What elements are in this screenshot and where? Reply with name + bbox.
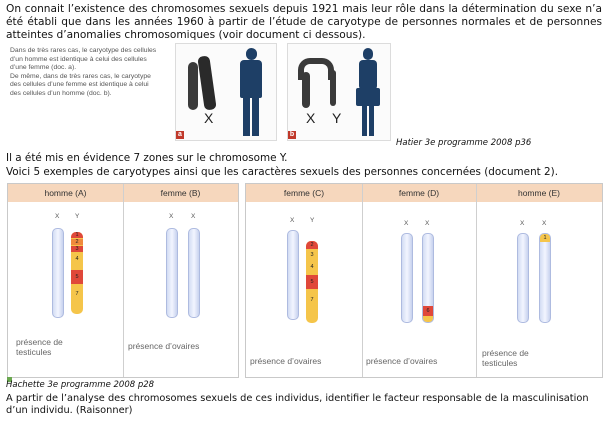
chromosome-image-a1 bbox=[188, 62, 198, 110]
karyotype-section-left bbox=[7, 183, 239, 378]
label-x2-b: X bbox=[191, 213, 196, 220]
chromosome-y-c bbox=[306, 241, 318, 323]
panel-b bbox=[287, 43, 391, 141]
label-y-c: Y bbox=[310, 217, 315, 224]
zone-c-3: 3 bbox=[306, 250, 318, 260]
chromosome-x-c bbox=[287, 230, 299, 320]
label-y-b: Y bbox=[332, 110, 342, 126]
label-x1-e: X bbox=[520, 220, 525, 227]
zone-d-6: 6 bbox=[423, 306, 433, 316]
chromosome-image-a2 bbox=[197, 55, 216, 110]
result-b: présence d’ovaires bbox=[128, 341, 200, 351]
karyotype-title-b: femme (B) bbox=[160, 188, 201, 198]
zone-a-5: 5 bbox=[71, 270, 83, 284]
karyotype-title-e: homme (E) bbox=[517, 188, 561, 198]
result-d-text: présence d’ovaires bbox=[366, 356, 438, 366]
chromosome-image-b2 bbox=[302, 72, 310, 108]
chromosome-x-a bbox=[52, 228, 64, 318]
result-c: présence d’ovaires bbox=[250, 356, 322, 366]
doc-caption-b: De même, dans de très rares cas, le caryotype des cellules d’une femme est identique à celui des cellules d’un homme (doc. b). bbox=[10, 72, 151, 97]
zone-c-7: 7 bbox=[306, 293, 318, 307]
result-a: présence de testicules bbox=[16, 337, 63, 357]
examples-line: Voici 5 exemples de caryotypes ainsi que les caractères sexuels des personnes concernées (document 2). bbox=[6, 166, 559, 178]
chromosome-x1-e bbox=[517, 233, 529, 323]
label-y-a-kary: Y bbox=[75, 213, 80, 220]
label-x-c: X bbox=[290, 217, 295, 224]
zone-e-1: 1 bbox=[540, 234, 550, 242]
chromosome-x2-d bbox=[422, 233, 434, 323]
label-x-a-kary: X bbox=[55, 213, 60, 220]
zone-a-2: 2 bbox=[71, 239, 83, 245]
karyotype-title-a: homme (A) bbox=[44, 188, 87, 198]
doc-caption bbox=[10, 47, 160, 99]
panel-a bbox=[175, 43, 277, 141]
zone-a-6: 7 bbox=[71, 287, 83, 301]
question-text: A partir de l’analyse des chromosomes sexuels de ces individus, identifier le facteur responsable de la masculinisation d’un individu. (Raisonner) bbox=[6, 393, 589, 416]
doc-caption-a: Dans de très rares cas, le caryotype des cellules d’un homme est identique à celui des cellules d’une femme (doc. a). bbox=[10, 47, 157, 72]
result-e: présence de testicules bbox=[482, 348, 529, 368]
chromosome-y-a bbox=[71, 232, 83, 314]
chromosome-x2-e bbox=[539, 233, 551, 323]
zone-d-7 bbox=[423, 316, 433, 322]
label-x1-b: X bbox=[169, 213, 174, 220]
chromosome-x1-b bbox=[166, 228, 178, 318]
label-x-b: X bbox=[306, 110, 316, 126]
chromosome-x2-b bbox=[188, 228, 200, 318]
panel-tag-a: a bbox=[176, 131, 184, 139]
label-x1-d: X bbox=[404, 220, 409, 227]
zones-line: Il a été mis en évidence 7 zones sur le chromosome Y. bbox=[6, 152, 288, 164]
chromosome-x1-d bbox=[401, 233, 413, 323]
karyotype-title-c: femme (C) bbox=[283, 188, 325, 198]
label-x-a: X bbox=[204, 110, 214, 126]
zone-c-5: 5 bbox=[306, 275, 318, 289]
zone-c-2: 2 bbox=[306, 241, 318, 249]
label-x2-e: X bbox=[542, 220, 547, 227]
intro-paragraph: On connait l’existence des chromosomes sexuels depuis 1921 mais leur rôle dans la détermination du sexe n’a été établi que dans les années 1960 à partir de l’étude de caryotype de personnes normales et de personnes atteintes d’anomalies chromosomiques (voir document ci dessous). bbox=[6, 3, 602, 41]
credit-hachette: Hachette 3e programme 2008 p28 bbox=[6, 380, 155, 390]
chromosome-image-b3 bbox=[330, 70, 336, 106]
woman-silhouette-icon bbox=[356, 48, 380, 138]
zone-c-4: 4 bbox=[306, 261, 318, 273]
zone-a-4: 4 bbox=[71, 253, 83, 265]
man-silhouette-icon bbox=[238, 48, 264, 138]
label-x2-d: X bbox=[425, 220, 430, 227]
panel-tag-b: b bbox=[289, 131, 295, 138]
credit-hatier: Hatier 3e programme 2008 p36 bbox=[396, 138, 532, 148]
zone-a-3: 3 bbox=[71, 246, 83, 252]
zone-a-1: 1 bbox=[71, 232, 83, 238]
karyotype-section-right bbox=[245, 183, 603, 378]
karyotype-title-d: femme (D) bbox=[398, 188, 440, 198]
